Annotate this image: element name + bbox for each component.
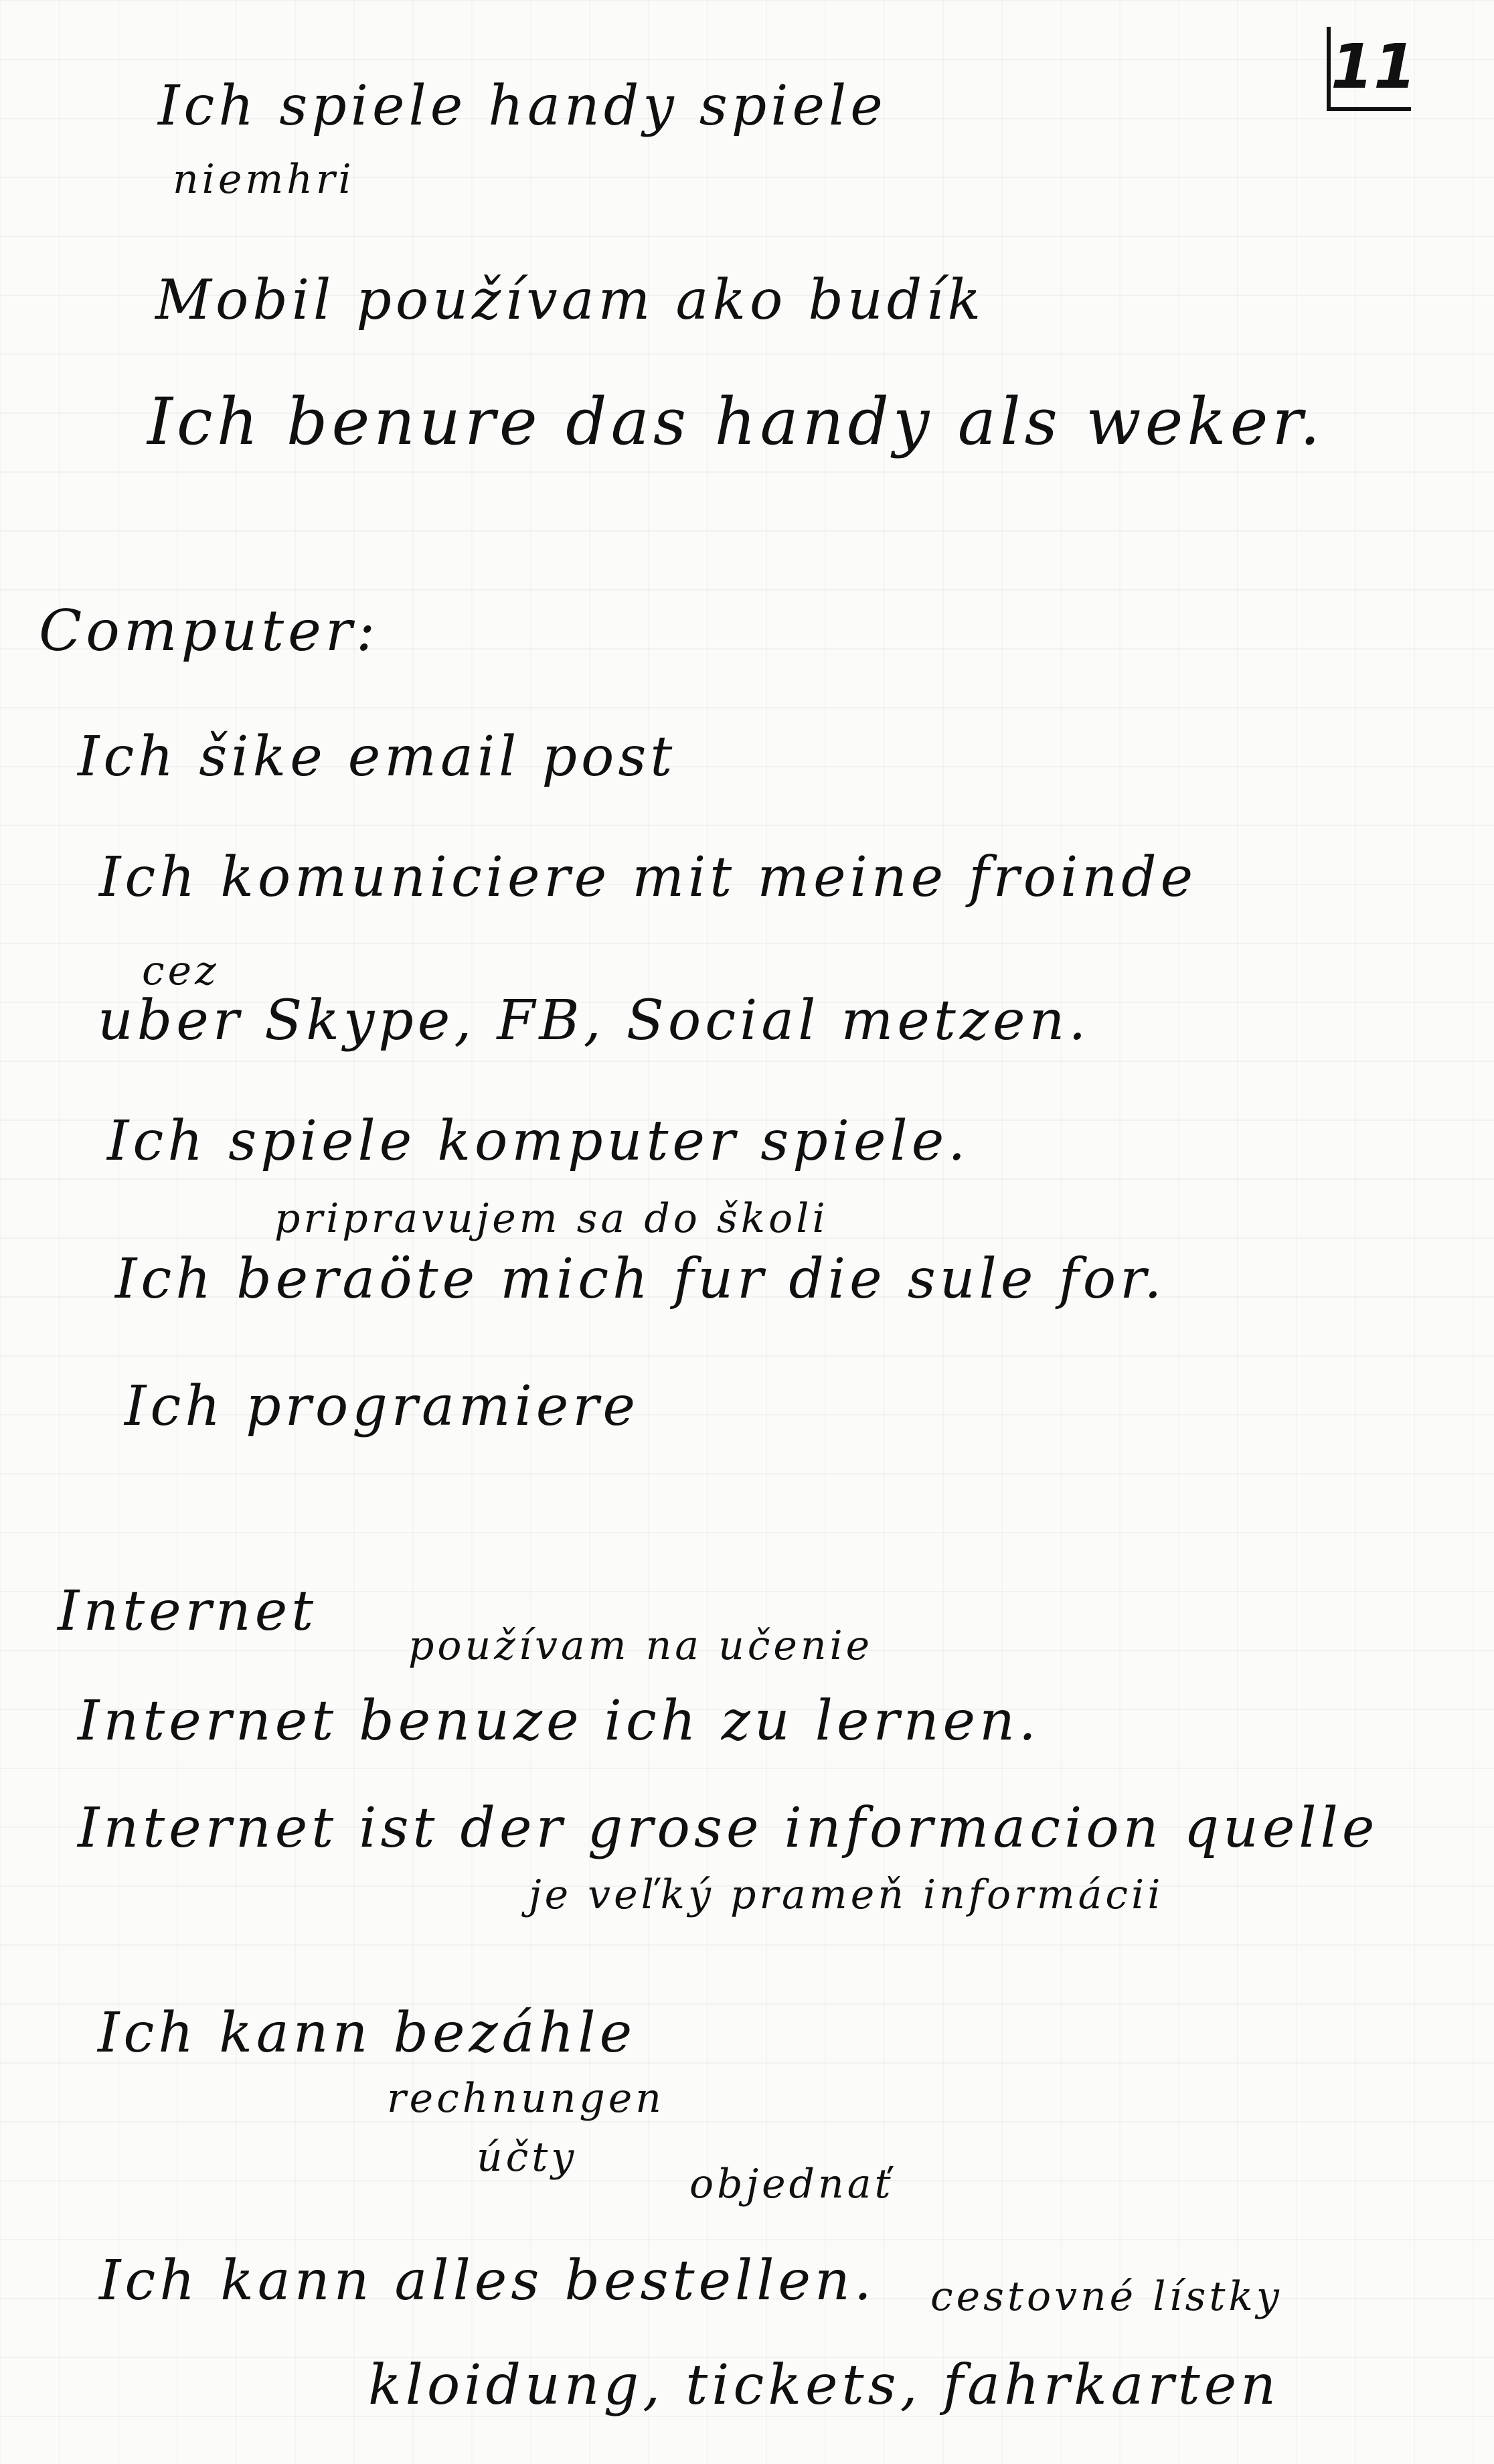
internet-line-5: kloidung, tickets, fahrkarten (368, 2354, 1280, 2417)
page-number: 11 (1327, 27, 1411, 111)
internet-line-1: Internet benuze ich zu lernen. (78, 1689, 1040, 1753)
internet-line-1-gloss: používam na učenie (408, 1622, 874, 1669)
computer-line-3: uber Skype, FB, Social metzen. (98, 989, 1090, 1053)
internet-line-2-gloss: je veľký prameň informácii (529, 1871, 1164, 1918)
handy-line-1-gloss: niemhri (173, 156, 355, 203)
computer-line-6: Ich programiere (124, 1375, 640, 1438)
internet-line-2: Internet ist der grose informacion quelle (78, 1796, 1379, 1860)
internet-line-3-gloss-2: účty (477, 2134, 578, 2181)
computer-line-3-gloss: cez (142, 947, 220, 994)
computer-line-5-gloss: pripravujem sa do školi (274, 1195, 829, 1242)
internet-line-3-gloss-1: rechnungen (387, 2075, 665, 2122)
computer-heading: Computer: (39, 598, 380, 664)
computer-line-2: Ich komuniciere mit meine froinde (99, 846, 1197, 909)
internet-line-3: Ich kann bezáhle (98, 2001, 637, 2065)
handy-line-2: Mobil používam ako budík (155, 268, 985, 332)
handy-line-3: Ich benure das handy als weker. (147, 384, 1325, 459)
computer-line-1: Ich šike email post (78, 725, 677, 789)
computer-line-4: Ich spiele komputer spiele. (107, 1109, 970, 1173)
internet-heading: Internet (58, 1580, 318, 1643)
internet-line-4: Ich kann alles bestellen. (99, 2249, 876, 2313)
internet-line-4-gloss: objednať (689, 2161, 894, 2208)
handy-line-1: Ich spiele handy spiele (158, 74, 887, 138)
internet-line-5-gloss: cestovné lístky (930, 2273, 1282, 2320)
computer-line-5: Ich beraöte mich fur die sule for. (115, 1247, 1166, 1311)
